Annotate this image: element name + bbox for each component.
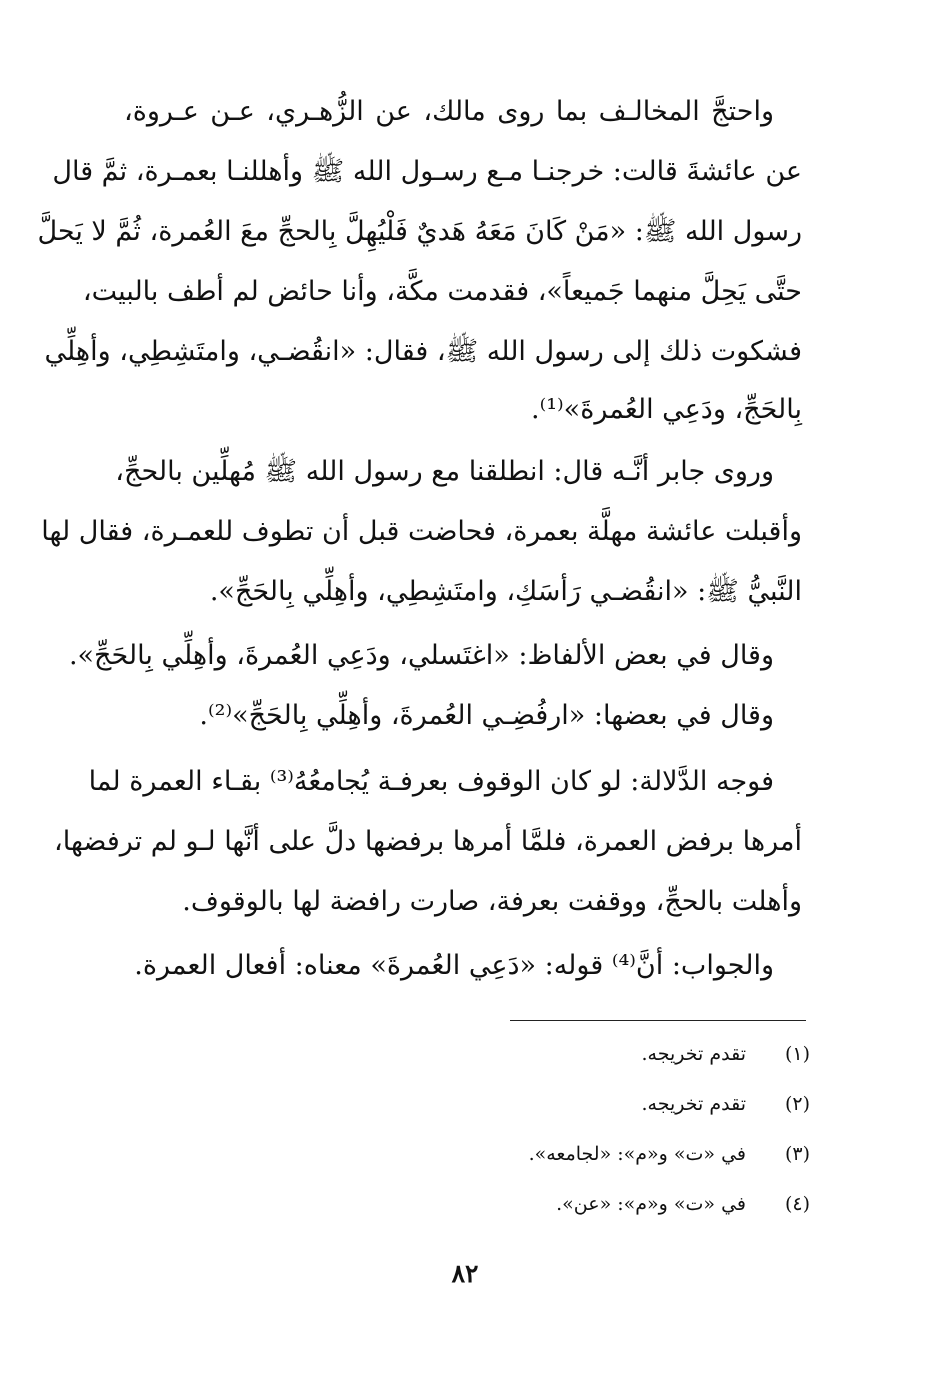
footnote-3 — [250, 1134, 810, 1174]
body-line-9: النَّبيُّ ﷺ: «انقُضـي رَأسَكِ، وامتَشِطِي، وأهِلِّي بِالحَجِّ». — [209, 576, 802, 607]
footnote-number: (٣) — [784, 1143, 810, 1165]
footnote-number: (٢) — [784, 1093, 810, 1115]
page-number: ٨٢ — [451, 1259, 479, 1288]
footnote-4 — [250, 1184, 810, 1224]
body-line-15: والجواب: أنَّ⁽⁴⁾ قوله: «دَعِي العُمرةَ» معناه: أفعال العمرة. — [134, 950, 774, 981]
body-line-10: وقال في بعض الألفاظ: «اغتَسلي، ودَعِي العُمرةَ، وأهِلِّي بِالحَجِّ». — [68, 640, 774, 671]
body-line-3: رسول الله ﷺ: «مَنْ كَانَ مَعَهُ هَديٌ فَلْيُهِلَّ بِالحجِّ معَ العُمرة، ثُمَّ لا يَحلَّ — [37, 216, 802, 247]
body-line-13: أمرها برفض العمرة، فلمَّا أمرها برفضها دلَّ على أنَّها لـو لم ترفضها، — [54, 826, 802, 857]
footnote-number: (١) — [784, 1043, 810, 1065]
body-line-2: عن عائشةَ قالت: خرجنـا مـع رسـول الله ﷺ وأهللنـا بعمـرة، ثمَّ قال — [52, 156, 802, 187]
body-line-1: واحتجَّ المخالـف بما روى مالك، عن الزُّهـري، عـن عـروة، — [124, 96, 774, 127]
body-line-7: وروى جابر أنَّـه قال: انطلقنا مع رسول الله ﷺ مُهلِّين بالحجِّ، — [115, 456, 774, 487]
body-line-5: فشكوت ذلك إلى رسول الله ﷺ، فقال: «انقُضـي، وامتَشِطِي، وأهِلِّي — [44, 336, 802, 367]
body-line-14: وأهلت بالحجِّ، ووقفت بعرفة، صارت رافضة لها بالوقوف. — [182, 886, 802, 917]
footnote-text: في «ت» و«م»: «لجامعه». — [528, 1143, 746, 1165]
footnote-1 — [250, 1034, 810, 1074]
body-line-8: وأقبلت عائشة مهلَّة بعمرة، فحاضت قبل أن تطوف للعمـرة، فقال لها — [41, 516, 802, 547]
body-line-4: حتَّى يَحِلَّ منهما جَميعاً»، فقدمت مكَّة، وأنا حائض لم أطف بالبيت، — [82, 276, 802, 307]
footnote-text: في «ت» و«م»: «عن». — [556, 1193, 746, 1215]
footnote-text: تقدم تخريجه. — [641, 1093, 746, 1115]
body-line-12: فوجه الدَّلالة: لو كان الوقوف بعرفـة يُجامعُهُ⁽³⁾ بقـاء العمرة لما — [88, 766, 774, 797]
body-line-11: وقال في بعضها: «ارفُضِـي العُمرةَ، وأهِلِّي بِالحَجِّ»⁽²⁾. — [199, 700, 774, 731]
body-line-6: بِالحَجِّ، ودَعِي العُمرةَ»⁽¹⁾. — [531, 394, 802, 425]
footnote-text: تقدم تخريجه. — [641, 1043, 746, 1065]
footnote-2 — [250, 1084, 810, 1124]
footnote-number: (٤) — [784, 1193, 810, 1215]
footnote-separator — [510, 1020, 806, 1021]
